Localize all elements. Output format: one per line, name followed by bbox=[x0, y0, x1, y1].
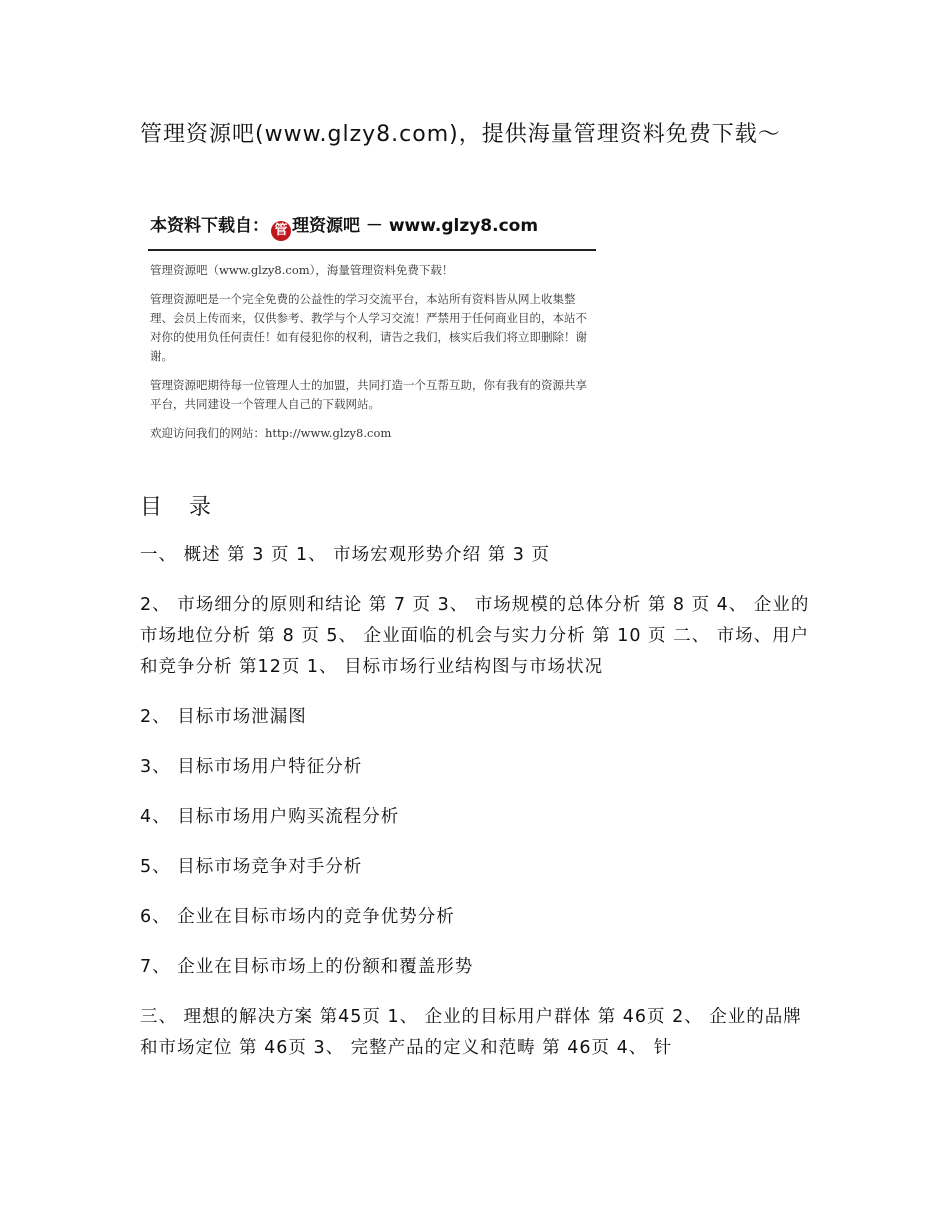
toc-entry: 2、 市场细分的原则和结论 第 7 页 3、 市场规模的总体分析 第 8 页 4、 企业的市场地位分析 第 8 页 5、 企业面临的机会与实力分析 第 10 页 二、 市场、用户和竞争分析 第12页 1、 目标市场行业结构图与市场状况 bbox=[140, 595, 810, 677]
banner-title-site: 理资源吧 － www.glzy8.com bbox=[292, 216, 539, 236]
page-heading: 管理资源吧(www.glzy8.com)，提供海量管理资料免费下载～ bbox=[140, 122, 781, 147]
toc-entry: 3、 目标市场用户特征分析 bbox=[140, 757, 363, 777]
site-logo-icon: 管 bbox=[271, 221, 291, 241]
banner-line: 管理资源吧期待每一位管理人士的加盟，共同打造一个互帮互助，你有我有的资源共享平台，共同建设一个管理人自己的下载网站。 bbox=[150, 378, 587, 411]
banner-line: 管理资源吧（www.glzy8.com），海量管理资料免费下载！ bbox=[150, 263, 454, 277]
toc-title: 目 录 bbox=[140, 495, 221, 520]
banner-title-prefix: 本资料下载自： bbox=[150, 216, 269, 236]
toc-entry: 7、 企业在目标市场上的份额和覆盖形势 bbox=[140, 957, 474, 977]
table-of-contents bbox=[140, 540, 812, 1083]
toc-entry: 三、 理想的解决方案 第45页 1、 企业的目标用户群体 第 46页 2、 企业的品牌和市场定位 第 46页 3、 完整产品的定义和范畴 第 46页 4、 针 bbox=[140, 1007, 802, 1058]
toc-entry: 5、 目标市场竞争对手分析 bbox=[140, 857, 363, 877]
banner-line: 欢迎访问我们的网站：http://www.glzy8.com bbox=[150, 426, 392, 440]
toc-entry: 2、 目标市场泄漏图 bbox=[140, 707, 307, 727]
banner-divider bbox=[148, 249, 596, 251]
banner-body bbox=[150, 261, 596, 453]
toc-entry: 6、 企业在目标市场内的竞争优势分析 bbox=[140, 907, 455, 927]
toc-entry: 一、 概述 第 3 页 1、 市场宏观形势介绍 第 3 页 bbox=[140, 545, 550, 565]
banner-line: 管理资源吧是一个完全免费的公益性的学习交流平台，本站所有资料皆从网上收集整理、会员上传而来，仅供参考、教学与个人学习交流！严禁用于任何商业目的，本站不对你的使用负任何责任！如有侵犯你的权利，请告之我们，核实后我们将立即删除！谢谢。 bbox=[150, 292, 587, 363]
download-source-banner bbox=[140, 203, 602, 463]
banner-title bbox=[150, 211, 538, 241]
toc-entry: 4、 目标市场用户购买流程分析 bbox=[140, 807, 400, 827]
